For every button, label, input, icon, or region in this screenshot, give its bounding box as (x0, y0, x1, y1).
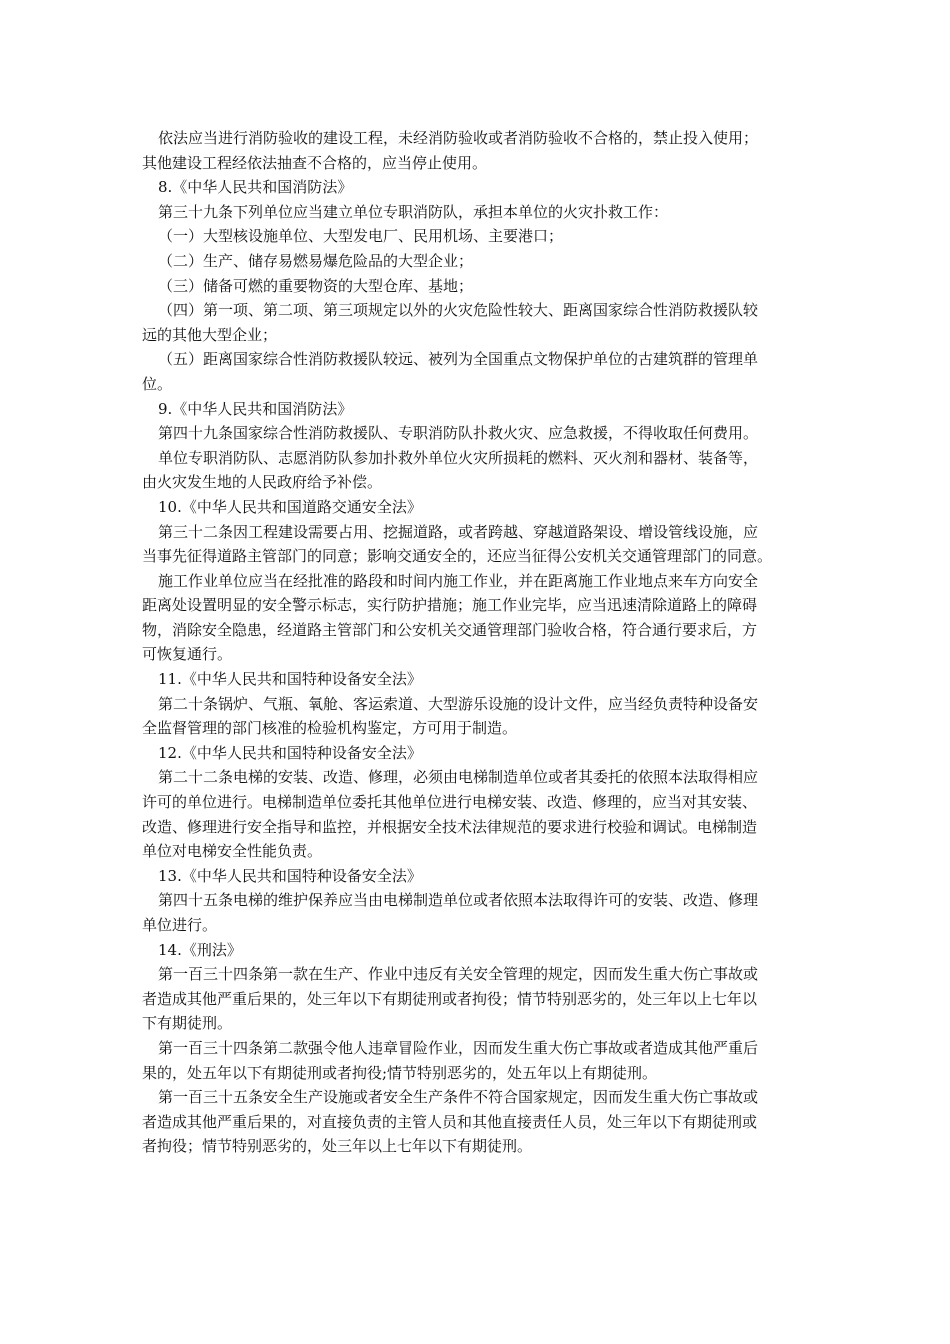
text-line: 改造、修理进行安全指导和监控，并根据安全技术法律规范的要求进行校验和调试。电梯制造 (142, 817, 758, 836)
text-line: 第三十二条因工程建设需要占用、挖掘道路，或者跨越、穿越道路架设、增设管线设施，应 (158, 522, 759, 541)
text-line: 单位对电梯安全性能负责。 (142, 842, 323, 861)
text-line: 第四十九条国家综合性消防救援队、专职消防队扑救火灾、应急救援，不得收取任何费用。 (158, 424, 759, 443)
text-line: 许可的单位进行。电梯制造单位委托其他单位进行电梯安装、改造、修理的，应当对其安装、 (142, 793, 758, 812)
text-line: 全监督管理的部门核准的检验机构鉴定，方可用于制造。 (142, 719, 518, 738)
text-line: 物，消除安全隐患，经道路主管部门和公安机关交通管理部门验收合格，符合通行要求后，方 (142, 620, 758, 639)
text-line: 单位进行。 (142, 916, 218, 934)
text-line: 施工作业单位应当在经批准的路段和时间内施工作业，并在距离施工作业地点来车方向安全 (158, 571, 759, 590)
text-line: 其他建设工程经依法抽查不合格的，应当停止使用。 (142, 153, 488, 172)
text-line: 11.《中华人民共和国特种设备安全法》 (158, 670, 422, 689)
text-line: （三）储备可燃的重要物资的大型仓库、基地； (158, 276, 474, 295)
document-body (142, 126, 822, 1159)
text-line: 果的，处五年以下有期徒刑或者拘役;情节特别恶劣的，处五年以上有期徒刑。 (142, 1063, 658, 1082)
text-line: 第三十九条下列单位应当建立单位专职消防队，承担本单位的火灾扑救工作： (158, 202, 669, 221)
text-line: （五）距离国家综合性消防救援队较远、被列为全国重点文物保护单位的古建筑群的管理单 (158, 350, 759, 369)
text-line: 第一百三十四条第二款强令他人违章冒险作业，因而发生重大伤亡事故或者造成其他严重后 (158, 1038, 759, 1057)
text-line: 第一百三十五条安全生产设施或者安全生产条件不符合国家规定，因而发生重大伤亡事故或 (158, 1088, 759, 1107)
text-line: 第二十条锅炉、气瓶、氧舱、客运索道、大型游乐设施的设计文件，应当经负责特种设备安 (158, 694, 759, 713)
text-line: 9.《中华人民共和国消防法》 (158, 399, 353, 418)
text-line: 可恢复通行。 (142, 645, 233, 664)
text-line: 14.《刑法》 (158, 940, 242, 959)
text-line: 单位专职消防队、志愿消防队参加扑救外单位火灾所损耗的燃料、灭火剂和器材、装备等， (158, 448, 759, 467)
text-line: （二）生产、储存易燃易爆危险品的大型企业； (158, 251, 474, 270)
text-line: 者造成其他严重后果的，对直接负责的主管人员和其他直接责任人员，处三年以下有期徒刑或 (142, 1112, 758, 1131)
text-line: 依法应当进行消防验收的建设工程，未经消防验收或者消防验收不合格的，禁止投入使用； (158, 129, 759, 147)
text-line: 者拘役；情节特别恶劣的，处三年以上七年以下有期徒刑。 (142, 1137, 533, 1156)
text-line: 12.《中华人民共和国特种设备安全法》 (158, 743, 422, 762)
text-line: 10.《中华人民共和国道路交通安全法》 (158, 497, 422, 516)
text-line: （一）大型核设施单位、大型发电厂、民用机场、主要港口； (158, 227, 564, 246)
text-line: 第二十二条电梯的安装、改造、修理，必须由电梯制造单位或者其委托的依照本法取得相应 (158, 768, 759, 787)
text-line: 下有期徒刑。 (142, 1014, 233, 1033)
text-line: 远的其他大型企业； (142, 325, 278, 344)
text-line: 由火灾发生地的人民政府给予补偿。 (142, 473, 383, 492)
text-line: 者造成其他严重后果的，处三年以下有期徒刑或者拘役；情节特别恶劣的，处三年以上七年以 (142, 989, 758, 1008)
text-line: 13.《中华人民共和国特种设备安全法》 (158, 866, 422, 885)
text-line: 8.《中华人民共和国消防法》 (158, 178, 353, 197)
text-line: 当事先征得道路主管部门的同意；影响交通安全的，还应当征得公安机关交通管理部门的同意。 (142, 547, 773, 566)
text-line: 位。 (142, 374, 173, 393)
text-line: （四）第一项、第二项、第三项规定以外的火灾危险性较大、距离国家综合性消防救援队较 (158, 301, 759, 320)
text-line: 距离处设置明显的安全警示标志，实行防护措施；施工作业完毕，应当迅速清除道路上的障碍 (142, 596, 758, 615)
text-line: 第一百三十四条第一款在生产、作业中违反有关安全管理的规定，因而发生重大伤亡事故或 (158, 965, 759, 984)
text-line: 第四十五条电梯的维护保养应当由电梯制造单位或者依照本法取得许可的安装、改造、修理 (158, 891, 759, 910)
